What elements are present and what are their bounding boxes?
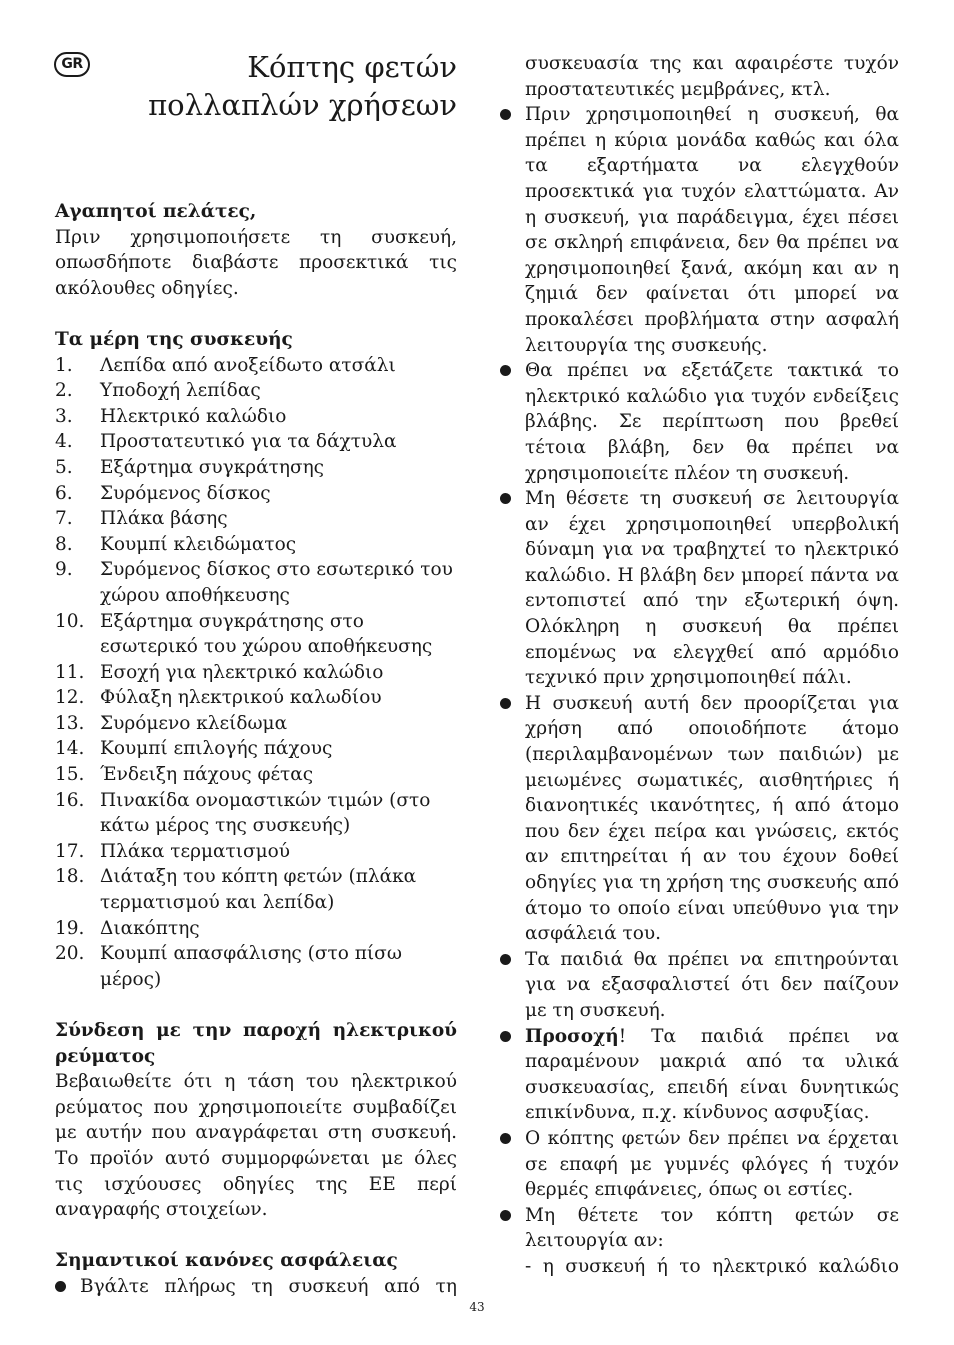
item-number: 19. (55, 917, 85, 939)
item-text: Διακόπτης (100, 917, 200, 939)
list-item (55, 481, 457, 507)
list-item (500, 691, 899, 947)
list-item (55, 788, 457, 839)
list-item (55, 685, 457, 711)
item-text: Εξάρτημα συγκράτησης (100, 456, 325, 478)
item-text: Πλάκα βάσης (100, 508, 228, 530)
left-column (55, 199, 457, 1300)
item-number: 6. (55, 482, 73, 504)
list-item (55, 506, 457, 532)
item-number: 20. (55, 943, 85, 965)
item-number: 17. (55, 840, 85, 862)
list-item (55, 455, 457, 481)
item-number: 4. (55, 431, 73, 453)
list-item (500, 1203, 899, 1254)
item-number: 7. (55, 508, 73, 530)
intro-heading: Αγαπητοί πελάτες, (55, 201, 257, 222)
right-column (500, 51, 899, 1280)
safety-heading: Σημαντικοί κανόνες ασφάλειας (55, 1250, 398, 1272)
safety-bullets-after (500, 1126, 899, 1254)
list-item (500, 947, 899, 1024)
caution-label: Προσοχή (525, 1025, 619, 1047)
item-text: Εσοχή για ηλεκτρικό καλώδιο (100, 661, 384, 683)
bullet-text: Ο κόπτης φετών δεν πρέπει να έρχεται σε επαφή με γυμνές φλόγες ή τυχόν θερμές επιφάνειες, όπως οι εστίες. (525, 1127, 899, 1201)
list-item (55, 609, 457, 660)
list-item (55, 404, 457, 430)
list-item (500, 486, 899, 691)
bullet-text: Πριν χρησιμοποιηθεί η συσκευή, θα πρέπει η κύρια μονάδα καθώς και όλα τα εξαρτήματα να ελεγχθούν προσεκτικά για τυχόν ελαττώματα. Αν η συσκευή, για παράδειγμα, έχει πέσει σε σκληρή επιφάνεια, δεν θα πρέπει να χρησιμοποιηθεί ξανά, ακόμη και αν η ζημιά δεν φαίνεται ότι μπορεί να προκαλέσει προβλήματα στην ασφαλή λειτουργία της συσκευής. (525, 104, 899, 356)
safety-bullets-start (55, 1274, 457, 1300)
item-text: Πλάκα τερματισμού (100, 840, 291, 862)
bullet-text: Μη θέσετε τη συσκευή σε λειτουργία αν έχει χρησιμοποιηθεί υπερβολική δύναμη για να τραβηχτεί το ηλεκτρικό καλώδιο. Η βλάβη δεν μπορεί πάντα να εντοπιστεί από την εξωτερική όψη. Ολόκληρη η συσκευή θα πρέπει επομένως να ελεγχθεί από αρμόδιο τεχνικό πριν χρησιμοποιηθεί πάλι. (525, 488, 899, 689)
list-item (55, 660, 457, 686)
sub-item: - η συσκευή ή το ηλεκτρικό καλώδιο (525, 1255, 899, 1277)
item-number: 15. (55, 764, 85, 786)
bullet-icon (500, 493, 511, 504)
bullet-icon (500, 1133, 511, 1144)
list-item (55, 941, 457, 992)
item-number: 13. (55, 712, 85, 734)
bullet-text: Βγάλτε πλήρως τη συσκευή από τη (80, 1275, 457, 1297)
parts-list (55, 353, 457, 993)
item-text: Πινακίδα ονομαστικών τιμών (στο κάτω μέρος της συσκευής) (100, 789, 431, 837)
safety-bullets (500, 102, 899, 1023)
list-item (55, 557, 457, 608)
item-text: Συρόμενο κλείδωμα (100, 712, 288, 734)
bullet-icon (500, 1210, 511, 1221)
item-text: Διάταξη του κόπτη φετών (πλάκα τερματισμού και λεπίδα) (100, 866, 417, 914)
list-item (55, 839, 457, 865)
item-text: Προστατευτικό για τα δάχτυλα (100, 431, 397, 453)
bullet-icon (500, 954, 511, 965)
item-text: Συρόμενος δίσκος (100, 482, 271, 504)
bullet-icon (500, 365, 511, 376)
list-item (55, 429, 457, 455)
item-number: 16. (55, 789, 85, 811)
item-text: Φύλαξη ηλεκτρικού καλωδίου (100, 687, 382, 709)
item-number: 5. (55, 456, 73, 478)
list-item (55, 532, 457, 558)
list-item (55, 378, 457, 404)
connection-heading: Σύνδεση με την παροχή ηλεκτρικού ρεύματος (55, 1020, 457, 1067)
item-text: Κουμπί κλειδώματος (100, 533, 297, 555)
caution-bullet-list (500, 1024, 899, 1126)
bullet-text: Τα παιδιά θα πρέπει να επιτηρούνται για να εξασφαλιστεί ότι δεν παίζουν με τη συσκευή. (525, 948, 899, 1021)
list-item (500, 1126, 899, 1203)
item-number: 11. (55, 661, 85, 683)
item-number: 9. (55, 559, 73, 581)
item-number: 3. (55, 405, 73, 427)
language-badge: GR (54, 52, 90, 77)
bullet-text: Η συσκευή αυτή δεν προορίζεται για χρήση από οποιοδήποτε άτομο (περιλαμβανομένων των παιδιών) με μειωμένες σωματικές, αισθητήριες ή διανοητικές ικανότητες, ή από άτομο που δεν έχει πείρα και γνώσεις, εκτός αν επιτηρείται ή αν του έχουν δοθεί οδηγίες για τη χρήση της συσκευής από άτομο το οποίο είναι υπεύθυνο για την ασφάλειά του. (525, 692, 899, 945)
bullet-icon (500, 1031, 511, 1042)
intro-text: Πριν χρησιμοποιήσετε τη συσκευή, οπωσδήποτε διαβάστε προσεκτικά τις ακόλουθες οδηγίες. (55, 226, 457, 299)
item-number: 1. (55, 354, 73, 376)
list-item (55, 864, 457, 915)
bullet-text: Μη θέτετε τον κόπτη φετών σε λειτουργία αν: (525, 1204, 899, 1252)
item-text: Ηλεκτρικό καλώδιο (100, 405, 287, 427)
item-number: 10. (55, 610, 85, 632)
list-item (55, 916, 457, 942)
item-number: 8. (55, 533, 73, 555)
item-number: 14. (55, 738, 85, 760)
item-text: Ένδειξη πάχους φέτας (100, 764, 314, 786)
item-text: Λεπίδα από ανοξείδωτο ατσάλι (100, 354, 396, 376)
bullet-icon (500, 109, 511, 120)
item-number: 12. (55, 687, 85, 709)
title-line-1: Κόπτης φετών (247, 50, 457, 84)
title-line-2: πολλαπλών χρήσεων (148, 88, 457, 122)
caution-text: ! Τα παιδιά πρέπει να παραμένουν μακριά από τα υλικά συσκευασίας, επειδή είναι δυνητικώς επικίνδυνα, π.χ. κίνδυνος ασφυξίας. (525, 1025, 899, 1124)
parts-heading: Τα μέρη της συσκευής (55, 328, 293, 350)
caution-item (500, 1024, 899, 1126)
list-item (55, 736, 457, 762)
item-text: Συρόμενος δίσκος στο εσωτερικό του χώρου αποθήκευσης (100, 559, 453, 606)
item-text: Κουμπί απασφάλισης (στο πίσω μέρος) (100, 943, 402, 990)
item-text: Κουμπί επιλογής πάχους (100, 738, 333, 760)
bullet-icon (500, 698, 511, 709)
list-item (55, 353, 457, 379)
item-number: 18. (55, 866, 85, 888)
list-item (55, 1274, 457, 1300)
page-title (148, 48, 457, 124)
list-item (55, 711, 457, 737)
item-number: 2. (55, 380, 73, 402)
bullet-text: Θα πρέπει να εξετάζετε τακτικά το ηλεκτρικό καλώδιο για τυχόν ενδείξεις βλάβης. Σε περίπτωση που βρεθεί τέτοια βλάβη, δεν θα πρέπει να χρησιμοποιείτε πλέον τη συσκευή. (525, 360, 899, 484)
bullet-icon (55, 1281, 66, 1292)
connection-text: Βεβαιωθείτε ότι η τάση του ηλεκτρικού ρεύματος που χρησιμοποιείτε συμβαδίζει με αυτήν που αναγράφεται στη συσκευή. Το προϊόν αυτό συμμορφώνεται με όλες τις ισχύουσες οδηγίες της ΕΕ περί αναγραφής στοιχείων. (55, 1071, 457, 1221)
list-item (500, 102, 899, 358)
list-item (500, 358, 899, 486)
page-number: 43 (469, 1300, 485, 1314)
item-text: Εξάρτημα συγκράτησης στο εσωτερικό του χώρου αποθήκευσης (100, 610, 433, 658)
list-item (55, 762, 457, 788)
item-text: Υποδοχή λεπίδας (100, 380, 261, 402)
bullet-continuation: συσκευασία της και αφαιρέστε τυχόν προστατευτικές μεμβράνες, κτλ. (525, 53, 899, 100)
